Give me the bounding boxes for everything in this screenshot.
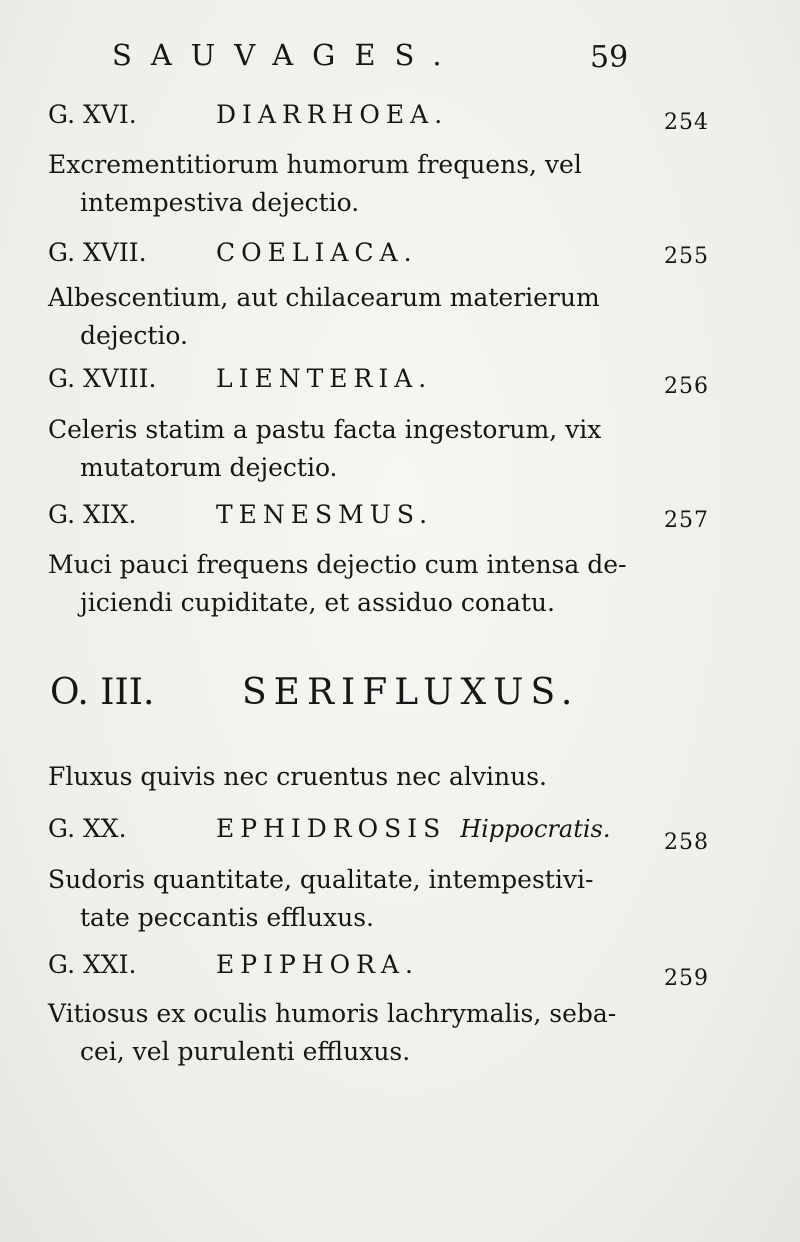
- genus-code: G. XVIII.: [48, 364, 157, 393]
- genus-code: G. XIX.: [48, 500, 137, 529]
- definition-line: Sudoris quantitate, qualitate, intempestivi-: [48, 865, 594, 894]
- definition-line: tate peccantis effluxus.: [80, 903, 374, 932]
- genus-definition: [48, 279, 653, 355]
- genus-name: DIARRHOEA.: [216, 100, 449, 129]
- genus-code: G. XX.: [48, 814, 127, 843]
- definition-line: Albescentium, aut chilacearum materierum: [48, 283, 600, 312]
- genus-definition: [48, 411, 653, 487]
- genus-number: 255: [664, 244, 709, 269]
- genus-name: TENESMUS.: [216, 500, 434, 529]
- genus-number: 259: [664, 966, 709, 991]
- definition-line: cei, vel purulenti effluxus.: [80, 1037, 411, 1066]
- running-header: [112, 38, 652, 75]
- genus-author: Hippocratis.: [460, 815, 611, 843]
- genus-name: COELIACA.: [216, 238, 418, 267]
- genus-code: G. XXI.: [48, 950, 137, 979]
- genus-number: 254: [664, 110, 709, 135]
- definition-line: dejectio.: [80, 321, 188, 350]
- definition-line: Celeris statim a pastu facta ingestorum, vix: [48, 415, 602, 444]
- definition-line: intempestiva dejectio.: [80, 188, 360, 217]
- genus-name: EPIPHORA.: [216, 950, 419, 979]
- genus-number: 257: [664, 508, 709, 533]
- genus-definition: [48, 861, 653, 937]
- definition-line: Vitiosus ex oculis humoris lachrymalis, seba-: [48, 999, 617, 1028]
- genus-name: [216, 814, 610, 843]
- order-code: O. III.: [50, 672, 155, 713]
- genus-definition: [48, 546, 653, 622]
- genus-code: G. XVII.: [48, 238, 147, 267]
- genus-number: 258: [664, 830, 709, 855]
- order-description: Fluxus quivis nec cruentus nec alvinus.: [48, 762, 547, 791]
- genus-definition: [48, 995, 653, 1071]
- definition-line: jiciendi cupiditate, et assiduo conatu.: [80, 588, 555, 617]
- definition-line: Excrementitiorum humorum frequens, vel: [48, 150, 582, 179]
- definition-line: mutatorum dejectio.: [80, 453, 338, 482]
- running-title: SAUVAGES.: [112, 38, 461, 72]
- order-name: SERIFLUXUS.: [242, 672, 580, 713]
- page-number: 59: [590, 40, 629, 75]
- definition-line: Muci pauci frequens dejectio cum intensa de-: [48, 550, 627, 579]
- genus-definition: [48, 146, 653, 222]
- genus-number: 256: [664, 374, 709, 399]
- genus-name: LIENTERIA.: [216, 364, 433, 393]
- genus-code: G. XVI.: [48, 100, 137, 129]
- genus-name-text: EPHIDROSIS: [216, 814, 447, 843]
